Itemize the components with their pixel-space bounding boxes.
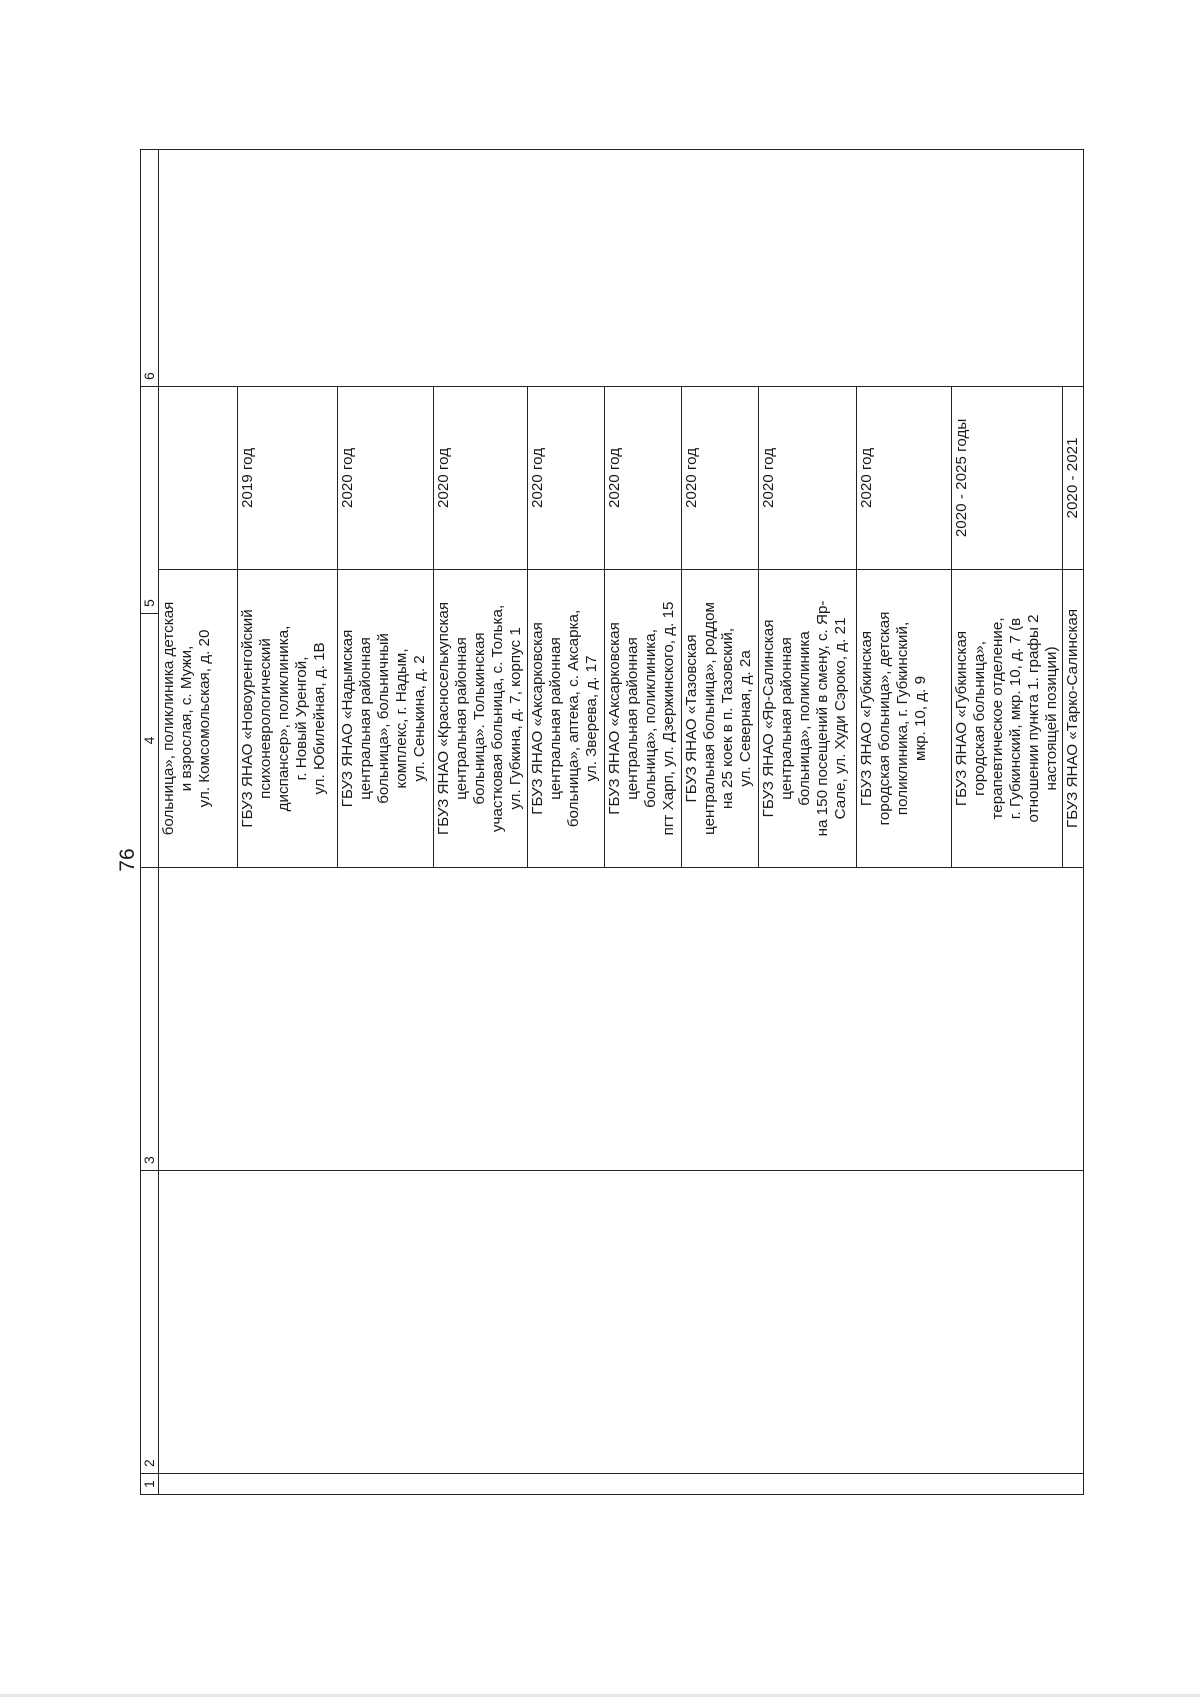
- column-header-6: 6: [141, 150, 159, 387]
- facility-line: ГБУЗ ЯНАО «Красноселькупская: [434, 601, 452, 836]
- facility-line: на 150 посещений в смену, с. Яр-: [813, 600, 831, 837]
- column-header-1: 1: [141, 1474, 159, 1495]
- facility-line: поликлиника, г. Губкинский,: [893, 621, 911, 816]
- facility-line: мкр. 10, д. 9: [911, 675, 929, 761]
- facility-cell: [237, 569, 337, 867]
- year-cell: 2020 год: [681, 387, 758, 569]
- table-row: [433, 387, 527, 867]
- year-cell: 2020 год: [527, 387, 604, 569]
- cell-col2: [159, 1171, 1084, 1474]
- table-row: [337, 387, 433, 867]
- facility-cell: [527, 569, 604, 867]
- facility-line: ГБУЗ ЯНАО «Аксарковская: [605, 622, 623, 815]
- cell-col3: [159, 868, 1084, 1171]
- table-row: [856, 387, 951, 867]
- facility-line: ул. Комсомольская, д. 20: [196, 629, 213, 808]
- facility-cell: [681, 569, 758, 867]
- facility-list: [159, 387, 1083, 867]
- facility-line: центральная больница», роддом: [700, 602, 718, 835]
- rotated-table: [140, 150, 1081, 1495]
- table-row: [681, 387, 758, 867]
- facility-line: ул. Зверева, д. 17: [582, 655, 600, 782]
- facility-line: больница», аптека, с. Аксарка,: [564, 609, 582, 828]
- facility-line: ГБУЗ ЯНАО «Тарко-Салинская: [1063, 608, 1081, 829]
- facility-line: ГБУЗ ЯНАО «Тазовская: [682, 634, 700, 803]
- facility-line: диспансер», поликлиника,: [274, 625, 292, 812]
- facility-line: ГБУЗ ЯНАО «Новоуренгойский: [238, 609, 256, 828]
- facility-cell: [951, 569, 1062, 867]
- table-row: [159, 387, 237, 867]
- table-row: [758, 387, 856, 867]
- facility-line: городская больница», детская: [875, 611, 893, 826]
- facility-line: больница». Толькинская: [470, 632, 488, 805]
- facility-line: ГБУЗ ЯНАО «Губкинская: [952, 630, 970, 807]
- facility-line: на 25 коек в п. Тазовский,: [718, 627, 736, 810]
- table-row: [237, 387, 337, 867]
- cell-col1: [159, 1474, 1084, 1495]
- column-header-4: 4: [141, 614, 159, 868]
- facility-cell: [433, 569, 527, 867]
- facility-line: больница», поликлиника,: [641, 629, 659, 808]
- table-row: [527, 387, 604, 867]
- facility-line: отношении пункта 1. графы 2: [1024, 614, 1042, 823]
- facility-line: центральная районная: [777, 637, 795, 800]
- cell-col6: [159, 150, 1084, 387]
- table-row: [951, 387, 1062, 867]
- facility-line: ул. Сенькина, д. 2: [410, 655, 428, 782]
- facility-line: больница», поликлиника детская: [160, 601, 177, 836]
- facility-line: и взрослая, с. Мужи,: [178, 645, 195, 792]
- year-cell: 2019 год: [237, 387, 337, 569]
- facility-line: ГБУЗ ЯНАО «Надымская: [338, 629, 356, 808]
- table-body-row: [159, 150, 1084, 1495]
- facility-cell: [159, 569, 237, 867]
- facility-line: ГБУЗ ЯНАО «Яр-Салинская: [759, 619, 777, 818]
- facility-line: больница», поликлиника: [795, 631, 813, 806]
- facility-line: городская больница»,: [970, 641, 988, 796]
- data-table: [140, 149, 1084, 1495]
- facility-line: ГБУЗ ЯНАО «Губкинская: [857, 630, 875, 807]
- year-cell: 2020 - 2021: [1062, 387, 1083, 569]
- facility-line: г. Новый Уренгой,: [292, 656, 310, 781]
- table-row: [1062, 387, 1083, 867]
- year-cell: 2020 год: [758, 387, 856, 569]
- page-number: 76: [116, 848, 139, 872]
- column-header-2: 2: [141, 1171, 159, 1474]
- facility-line: центральная районная: [452, 637, 470, 800]
- facility-cell: [604, 569, 681, 867]
- facility-cell: [758, 569, 856, 867]
- facility-line: участковая больница, с. Толька,: [488, 604, 506, 833]
- year-cell: 2020 - 2025 годы: [951, 387, 1062, 569]
- facility-line: центральная районная: [356, 637, 374, 800]
- facility-line: ГБУЗ ЯНАО «Аксарковская: [528, 622, 546, 815]
- facility-line: центральная районная: [546, 637, 564, 800]
- facility-line: больница», больничный: [374, 633, 392, 804]
- column-header-5: 5: [141, 387, 159, 614]
- facility-line: ул. Губкина, д. 7, корпус 1: [506, 627, 524, 810]
- facility-line: психоневрологический: [256, 638, 274, 799]
- table-row: [604, 387, 681, 867]
- rotated-table-container: [140, 150, 1081, 1495]
- facility-line: ул. Северная, д. 2а: [736, 650, 754, 787]
- facility-line: Сале, ул. Худи Сэроко, д. 21: [831, 617, 849, 820]
- cell-col4: [159, 387, 1084, 868]
- facility-line: комплекс, г. Надым,: [392, 648, 410, 789]
- year-cell: 2020 год: [433, 387, 527, 569]
- year-cell: 2020 год: [337, 387, 433, 569]
- facility-line: настоящей позиции): [1042, 646, 1060, 791]
- year-cell: 2020 год: [856, 387, 951, 569]
- year-cell: 2020 год: [604, 387, 681, 569]
- column-header-3: 3: [141, 868, 159, 1171]
- facility-cell: [337, 569, 433, 867]
- column-number-row: [141, 150, 159, 1495]
- facility-line: г. Губкинский, мкр. 10, д. 7 (в: [1006, 617, 1024, 820]
- facility-line: центральная районная: [623, 637, 641, 800]
- year-cell: [159, 387, 237, 569]
- facility-line: ул. Юбилейная, д. 1В: [310, 642, 328, 795]
- facility-cell: [856, 569, 951, 867]
- facility-line: терапевтическое отделение,: [988, 617, 1006, 820]
- facility-line: пгт Харп, ул. Дзержинского, д. 15: [659, 601, 677, 836]
- facility-cell: [1062, 569, 1083, 867]
